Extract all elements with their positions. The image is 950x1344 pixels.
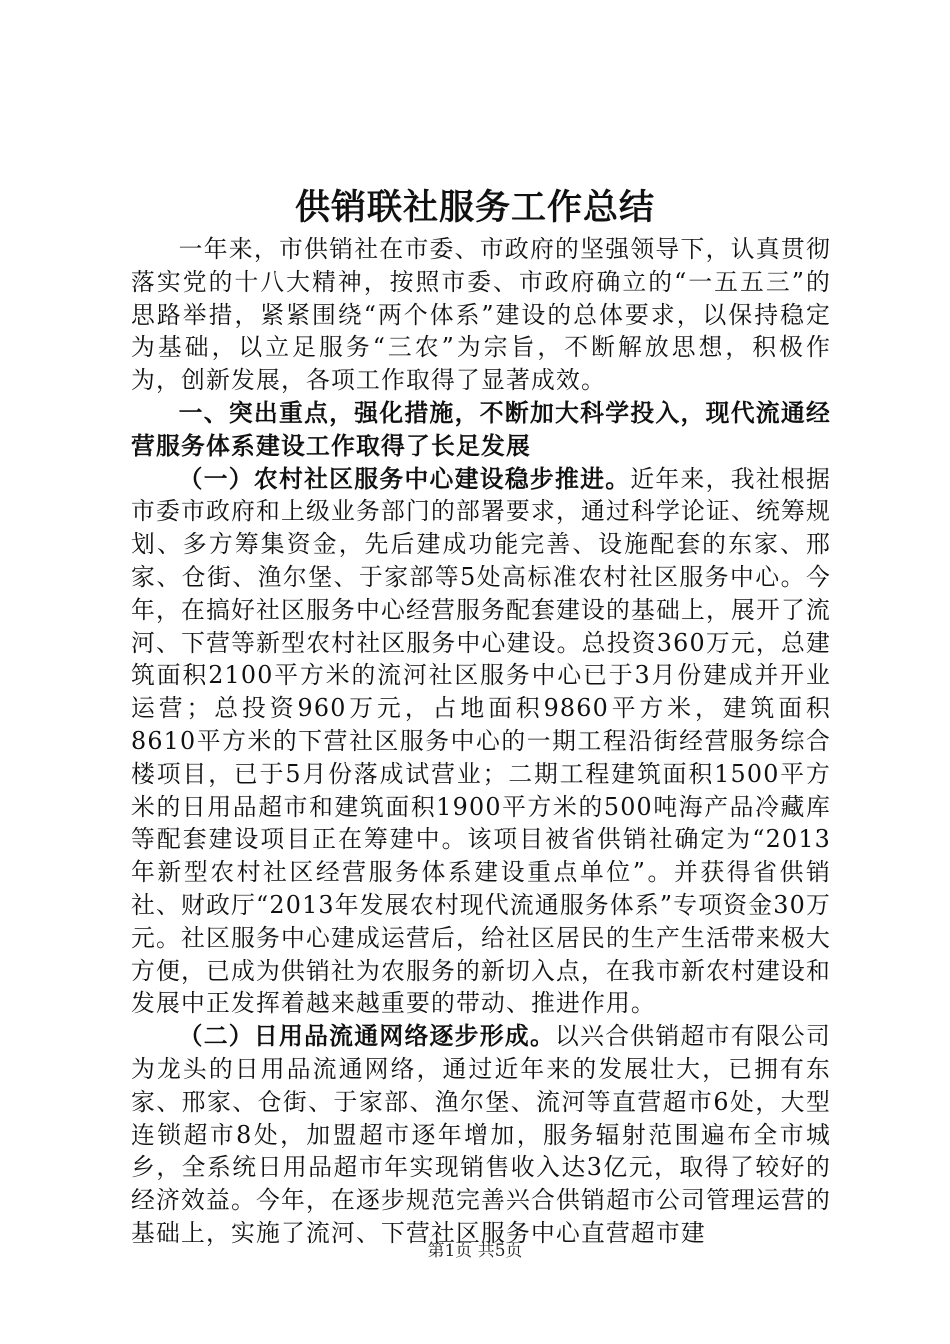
page-footer: 第1页 共5页 <box>427 1241 523 1261</box>
subsection-2-heading: （二）日用品流通网络逐步形成。 <box>178 1022 556 1051</box>
document-body <box>131 233 831 1250</box>
document-title: 供销联社服务工作总结 <box>294 188 655 228</box>
subsection-1-text: 近年来，我社根据市委市政府和上级业务部门的部署要求，通过科学论证、统筹规划、多方筹集资金，先后建成功能完善、设施配套的东家、邢家、仓街、渔尔堡、于家部等5处高标准农村社区服务中心。今年，在搞好社区服务中心经营服务配套建设的基础上，展开了流河、下营等新型农村社区服务中心建设。总投资360万元，总建筑面积2100平方米的流河社区服务中心已于3月份建成并开业运营；总投资960万元，占地面积9860平方米，建筑面积8610平方米的下营社区服务中心的一期工程沿街经营服务综合楼项目，已于5月份落成试营业；二期工程建筑面积1500平方米的日用品超市和建筑面积1900平方米的500吨海产品冷藏库等配套建设项目正在筹建中。该项目被省供销社确定为“2013年新型农村社区经营服务体系建设重点单位”。并获得省供销社、财政厅“2013年发展农村现代流通服务体系”专项资金30万元。社区服务中心建成运营后，给社区居民的生产生活带来极大方便，已成为供销社为农服务的新切入点，在我市新农村建设和发展中正发挥着越来越重要的带动、推进作用。 <box>131 464 831 1018</box>
subsection-2-paragraph <box>131 1020 831 1250</box>
section-1-heading: 一、突出重点，强化措施，不断加大科学投入，现代流通经营服务体系建设工作取得了长足发展 <box>131 398 831 460</box>
subsection-1-paragraph <box>131 463 831 1021</box>
subsection-2-text: 以兴合供销超市有限公司为龙头的日用品流通网络，通过近年来的发展壮大，已拥有东家、邢家、仓街、于家部、渔尔堡、流河等直营超市6处，大型连锁超市8处，加盟超市逐年增加，服务辐射范围遍布全市城乡，全系统日用品超市年实现销售收入达3亿元，取得了较好的经济效益。今年，在逐步规范完善兴合供销超市公司管理运营的基础上，实施了流河、下营社区服务中心直营超市建 <box>131 1022 832 1247</box>
intro-paragraph: 一年来，市供销社在市委、市政府的坚强领导下，认真贯彻落实党的十八大精神，按照市委、市政府确立的“一五五三”的思路举措，紧紧围绕“两个体系”建设的总体要求，以保持稳定为基础，以立足服务“三农”为宗旨，不断解放思想，积极作为，创新发展，各项工作取得了显著成效。 <box>131 235 831 395</box>
subsection-1-heading: （一）农村社区服务中心建设稳步推进。 <box>178 464 631 493</box>
